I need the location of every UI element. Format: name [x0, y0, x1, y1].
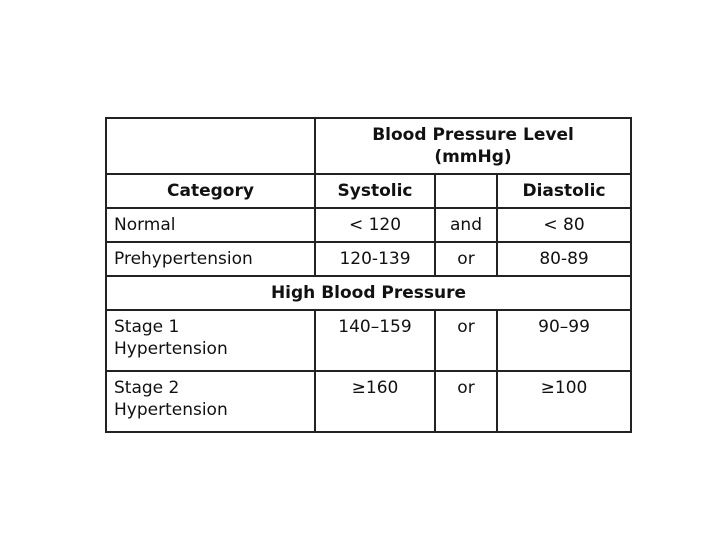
diastolic-cell: ≥100: [497, 371, 631, 432]
column-header-row: [106, 174, 631, 208]
systolic-cell: ≥160: [315, 371, 435, 432]
connector-cell: or: [435, 371, 497, 432]
systolic-cell: 140–159: [315, 310, 435, 371]
diastolic-column-header: Diastolic: [497, 174, 631, 208]
section-row: [106, 276, 631, 310]
systolic-column-header: Systolic: [315, 174, 435, 208]
high-blood-pressure-section-label: High Blood Pressure: [106, 276, 631, 310]
category-cell: Prehypertension: [106, 242, 315, 276]
blood-pressure-level-header: Blood Pressure Level (mmHg): [315, 118, 631, 174]
systolic-cell: < 120: [315, 208, 435, 242]
table-row: [106, 371, 631, 432]
category-cell: Stage 2 Hypertension: [106, 371, 315, 432]
systolic-cell: 120-139: [315, 242, 435, 276]
blood-pressure-table: [105, 117, 632, 433]
connector-cell: or: [435, 310, 497, 371]
category-cell: Stage 1 Hypertension: [106, 310, 315, 371]
table-row: [106, 208, 631, 242]
table-header-row: [106, 118, 631, 174]
table-row: [106, 310, 631, 371]
diastolic-cell: < 80: [497, 208, 631, 242]
connector-cell: or: [435, 242, 497, 276]
header-empty-cell: [106, 118, 315, 174]
table-row: [106, 242, 631, 276]
diastolic-cell: 80-89: [497, 242, 631, 276]
connector-cell: and: [435, 208, 497, 242]
diastolic-cell: 90–99: [497, 310, 631, 371]
category-cell: Normal: [106, 208, 315, 242]
connector-column-header: [435, 174, 497, 208]
category-column-header: Category: [106, 174, 315, 208]
